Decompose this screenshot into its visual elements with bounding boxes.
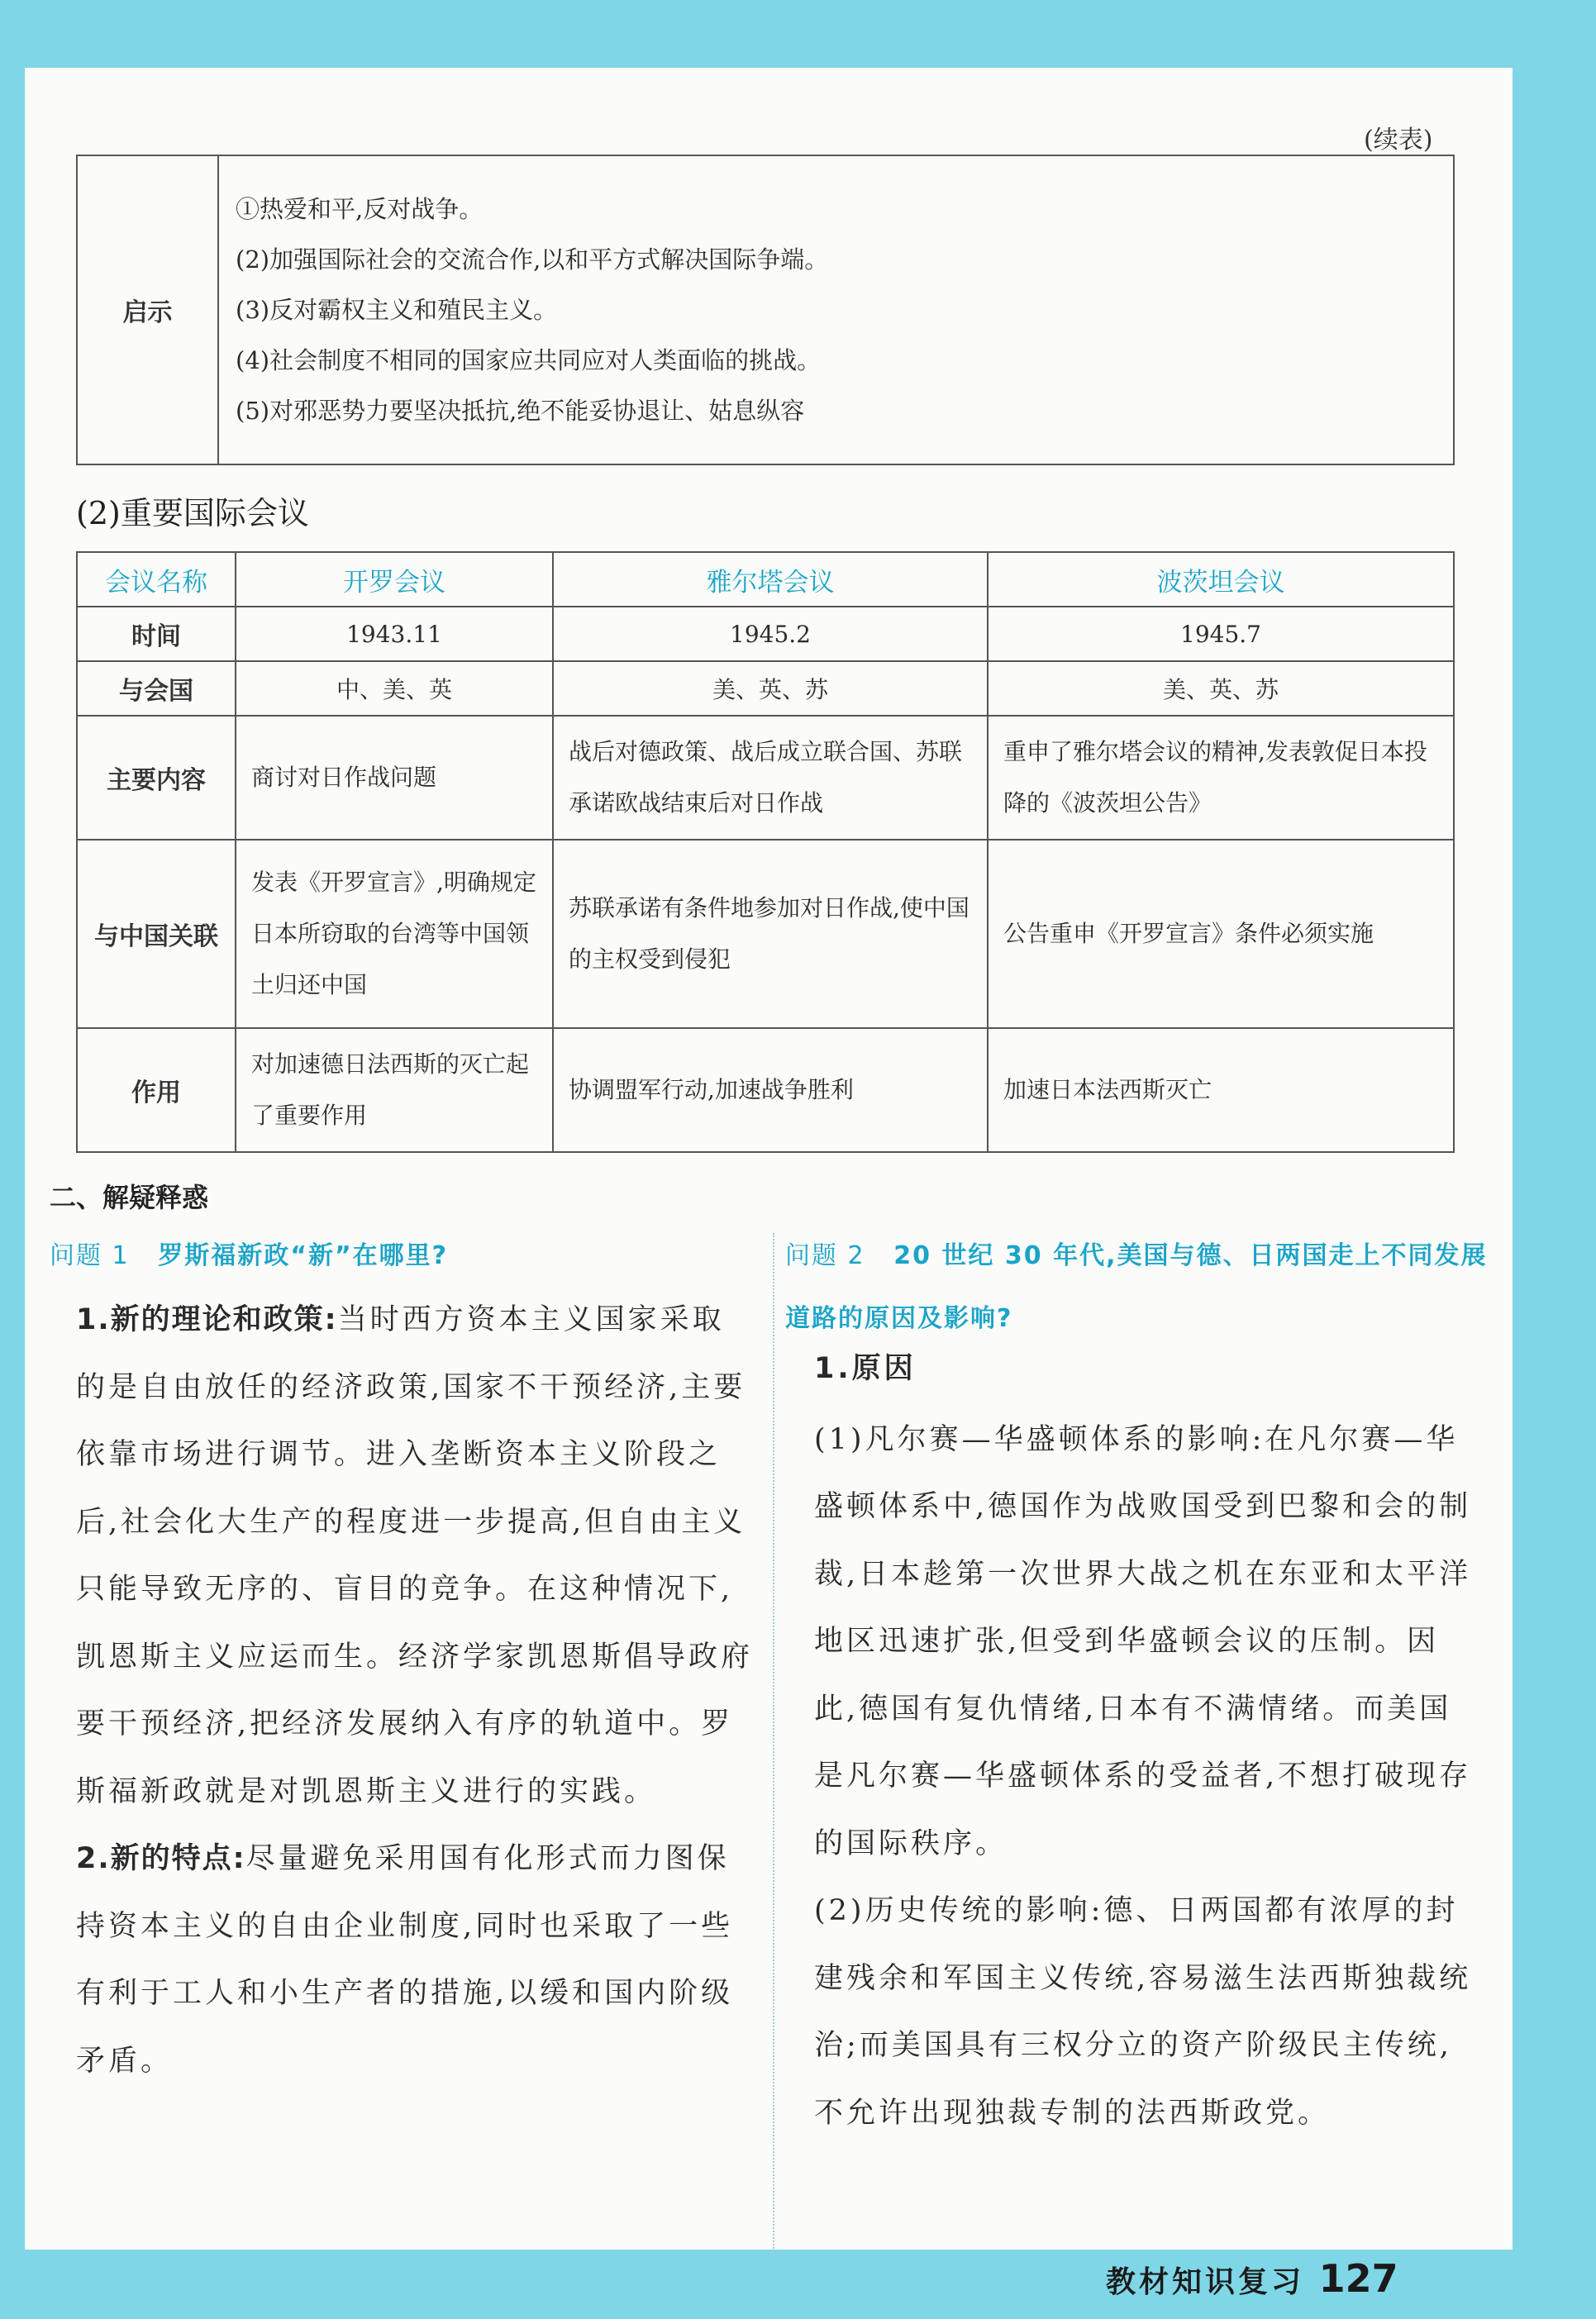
question-2-heading [785,1225,1488,1350]
row-label: 主要内容 [77,716,236,840]
table-cell: 公告重申《开罗宣言》条件必须实施 [988,840,1454,1028]
section-title: (2)重要国际会议 [76,495,309,531]
answer-1-heading-1: 1.新的理论和政策: [76,1303,338,1336]
table-cell: 对加速德日法西斯的灭亡起了重要作用 [236,1028,553,1152]
column-header: 会议名称 [77,552,236,607]
answer-1-paragraph-1 [76,1287,754,1826]
column-divider [773,1233,774,2258]
insight-item: (5)对邪恶势力要坚决抵抗,绝不能妥协退让、姑息纵容 [236,396,805,425]
table-cell: 苏联承诺有条件地参加对日作战,使中国的主权受到侵犯 [553,840,988,1028]
question-1-heading [50,1225,769,1288]
part-title: 二、解疑释惑 [50,1182,209,1213]
insight-items [218,155,1454,464]
answer-1-paragraph-2 [76,1826,754,2095]
question-2-text: 20 世纪 30 年代,美国与德、日两国走上不同发展道路的原因及影响? [785,1241,1488,1333]
question-1-text: 罗斯福新政“新”在哪里? [158,1241,449,1270]
continued-note: (续表) [1364,126,1433,155]
column-header: 雅尔塔会议 [553,552,988,607]
insight-item: (3)反对霸权主义和殖民主义。 [236,295,558,324]
row-label: 作用 [77,1028,236,1152]
table-cell: 美、英、苏 [988,661,1454,716]
table-row [77,716,1454,840]
answer-1-heading-2: 2.新的特点: [76,1842,246,1875]
table-cell: 中、美、英 [236,661,553,716]
insight-item: ①热爱和平,反对战争。 [236,194,484,223]
column-header: 波茨坦会议 [988,552,1454,607]
footer-label: 教材知识复习 [1106,2265,1305,2299]
row-label: 与会国 [77,661,236,716]
page [25,68,1513,2301]
row-label: 与中国关联 [77,840,236,1028]
row-label: 时间 [77,607,236,661]
table-row [77,607,1454,661]
table-cell: 发表《开罗宣言》,明确规定日本所窃取的台湾等中国领土归还中国 [236,840,553,1028]
table-row [77,1028,1454,1152]
answer-1 [76,1287,754,2095]
table-cell: 协调盟军行动,加速战争胜利 [553,1028,988,1152]
table-row [77,661,1454,716]
table-cell: 1945.2 [553,607,988,661]
answer-2-paragraph-2: (2)历史传统的影响:德、日两国都有浓厚的封建残余和军国主义传统,容易滋生法西斯独裁统治;而美国具有三权分立的资产阶级民主传统,不允许出现独裁专制的法西斯政党。 [814,1894,1472,2130]
page-footer [1106,2256,1398,2301]
table-cell: 战后对德政策、战后成立联合国、苏联承诺欧战结束后对日作战 [553,716,988,840]
page-number: 127 [1318,2256,1398,2301]
answer-1-body-2: 尽量避免采用国有化形式而力图保持资本主义的自由企业制度,同时也采取了一些有利于工人和小生产者的措施,以缓和国内阶级矛盾。 [76,1842,734,2078]
table-cell: 美、英、苏 [553,661,988,716]
table-cell: 1943.11 [236,607,553,661]
table-cell: 加速日本法西斯灭亡 [988,1028,1454,1152]
insight-table [76,155,1455,465]
answer-2 [814,1352,1484,2147]
table-row [77,840,1454,1028]
table-cell: 1945.7 [988,607,1454,661]
question-1-label: 问题 1 [50,1241,130,1270]
answer-2-paragraph-1: (1)凡尔赛—华盛顿体系的影响:在凡尔赛—华盛顿体系中,德国作为战败国受到巴黎和会的制裁,日本趁第一次世界大战之机在东亚和太平洋地区迅速扩张,但受到华盛顿会议的压制。因此,德国有复仇情绪,日本有不满情绪。而美国是凡尔赛—华盛顿体系的受益者,不想打破现存的国际秩序。 [814,1422,1472,1860]
table-cell: 重申了雅尔塔会议的精神,发表敦促日本投降的《波茨坦公告》 [988,716,1454,840]
insight-item: (2)加强国际社会的交流合作,以和平方式解决国际争端。 [236,245,829,274]
conference-table [76,551,1455,1153]
question-2-label: 问题 2 [785,1241,865,1270]
insight-header: 启示 [77,155,218,464]
table-cell: 商讨对日作战问题 [236,716,553,840]
answer-2-subtitle: 1.原因 [814,1352,917,1385]
answer-1-body-1: 当时西方资本主义国家采取的是自由放任的经济政策,国家不干预经济,主要依靠市场进行调节。进入垄断资本主义阶段之后,社会化大生产的程度进一步提高,但自由主义只能导致无序的、盲目的竞争。在这种情况下,凯恩斯主义应运而生。经济学家凯恩斯倡导政府要干预经济,把经济发展纳入有序的轨道中。罗斯福新政就是对凯恩斯主义进行的实践。 [76,1303,754,1808]
column-header: 开罗会议 [236,552,553,607]
insight-item: (4)社会制度不相同的国家应共同应对人类面临的挑战。 [236,345,822,374]
